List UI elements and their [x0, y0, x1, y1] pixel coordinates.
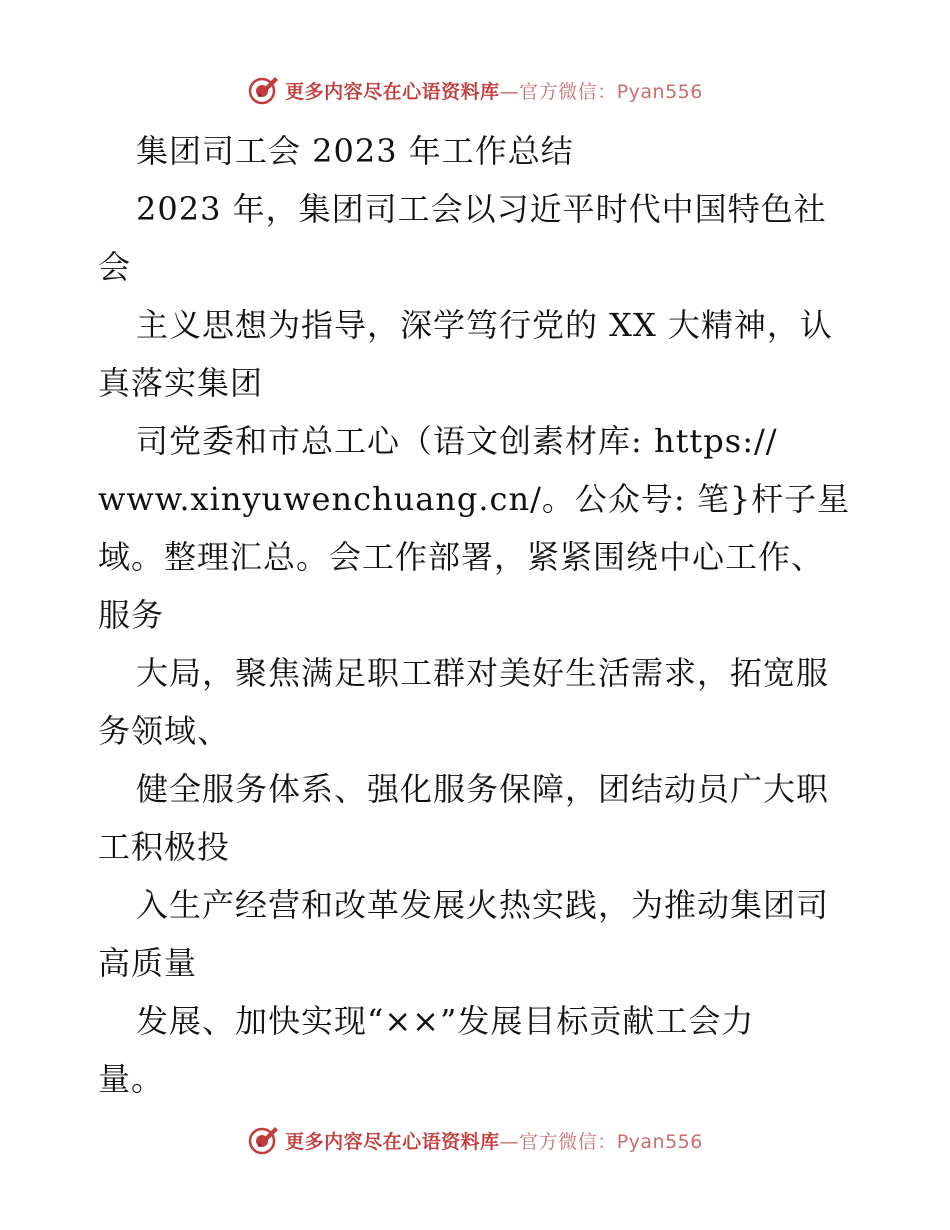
header-banner-inner	[247, 73, 703, 107]
footer-banner	[0, 1120, 950, 1160]
footer-dash: —	[499, 1130, 520, 1153]
paragraph-line: 真落实集团	[98, 364, 264, 402]
header-banner	[0, 70, 950, 110]
paragraph-line: 高质量	[98, 944, 198, 982]
paragraph-line: 会	[98, 248, 132, 286]
paragraph-line: 域。整理汇总。会工作部署，紧紧围绕中心工作、	[98, 538, 825, 576]
paragraph-line: 发展、加快实现“××”发展目标贡献工会力	[136, 1002, 755, 1040]
paragraph-line: 务领域、	[98, 712, 231, 750]
header-dash: —	[499, 80, 520, 103]
paragraph-line: 健全服务体系、强化服务保障，团结动员广大职	[136, 770, 830, 808]
footer-brand-text: 更多内容尽在心语资料库	[285, 1130, 500, 1153]
footer-wechat-label: 官方微信：	[519, 1130, 617, 1153]
footer-banner-inner	[247, 1123, 703, 1157]
paragraph-line: 大局，聚焦满足职工群对美好生活需求，拓宽服	[136, 654, 830, 692]
header-brand-text: 更多内容尽在心语资料库	[285, 80, 500, 103]
paragraph-line: www.xinyuwenchuang.cn/。公众号: 笔}杆子星	[98, 480, 851, 518]
paragraph-line: 服务	[98, 596, 165, 634]
header-wechat-id: Pyan556	[616, 80, 703, 103]
paragraph-line: 司党委和市总工心（语文创素材库: https://	[136, 422, 778, 460]
footer-banner-text	[285, 1127, 703, 1154]
document-body	[98, 122, 868, 1108]
paragraph-line: 工积极投	[98, 828, 231, 866]
header-banner-text	[285, 77, 703, 104]
paragraph-line: 2023 年，集团司工会以习近平时代中国特色社	[136, 190, 827, 228]
paragraph-line: 入生产经营和改革发展火热实践，为推动集团司	[136, 886, 830, 924]
paragraph-line: 主义思想为指导，深学笃行党的 XX 大精神，认	[136, 306, 833, 344]
pen-nib-logo-icon	[247, 73, 281, 107]
paragraph-line: 量。	[98, 1060, 165, 1098]
document-title: 集团司工会 2023 年工作总结	[136, 132, 574, 170]
pen-nib-logo-icon	[247, 1123, 281, 1157]
header-wechat-label: 官方微信：	[519, 80, 617, 103]
footer-wechat-id: Pyan556	[616, 1130, 703, 1153]
